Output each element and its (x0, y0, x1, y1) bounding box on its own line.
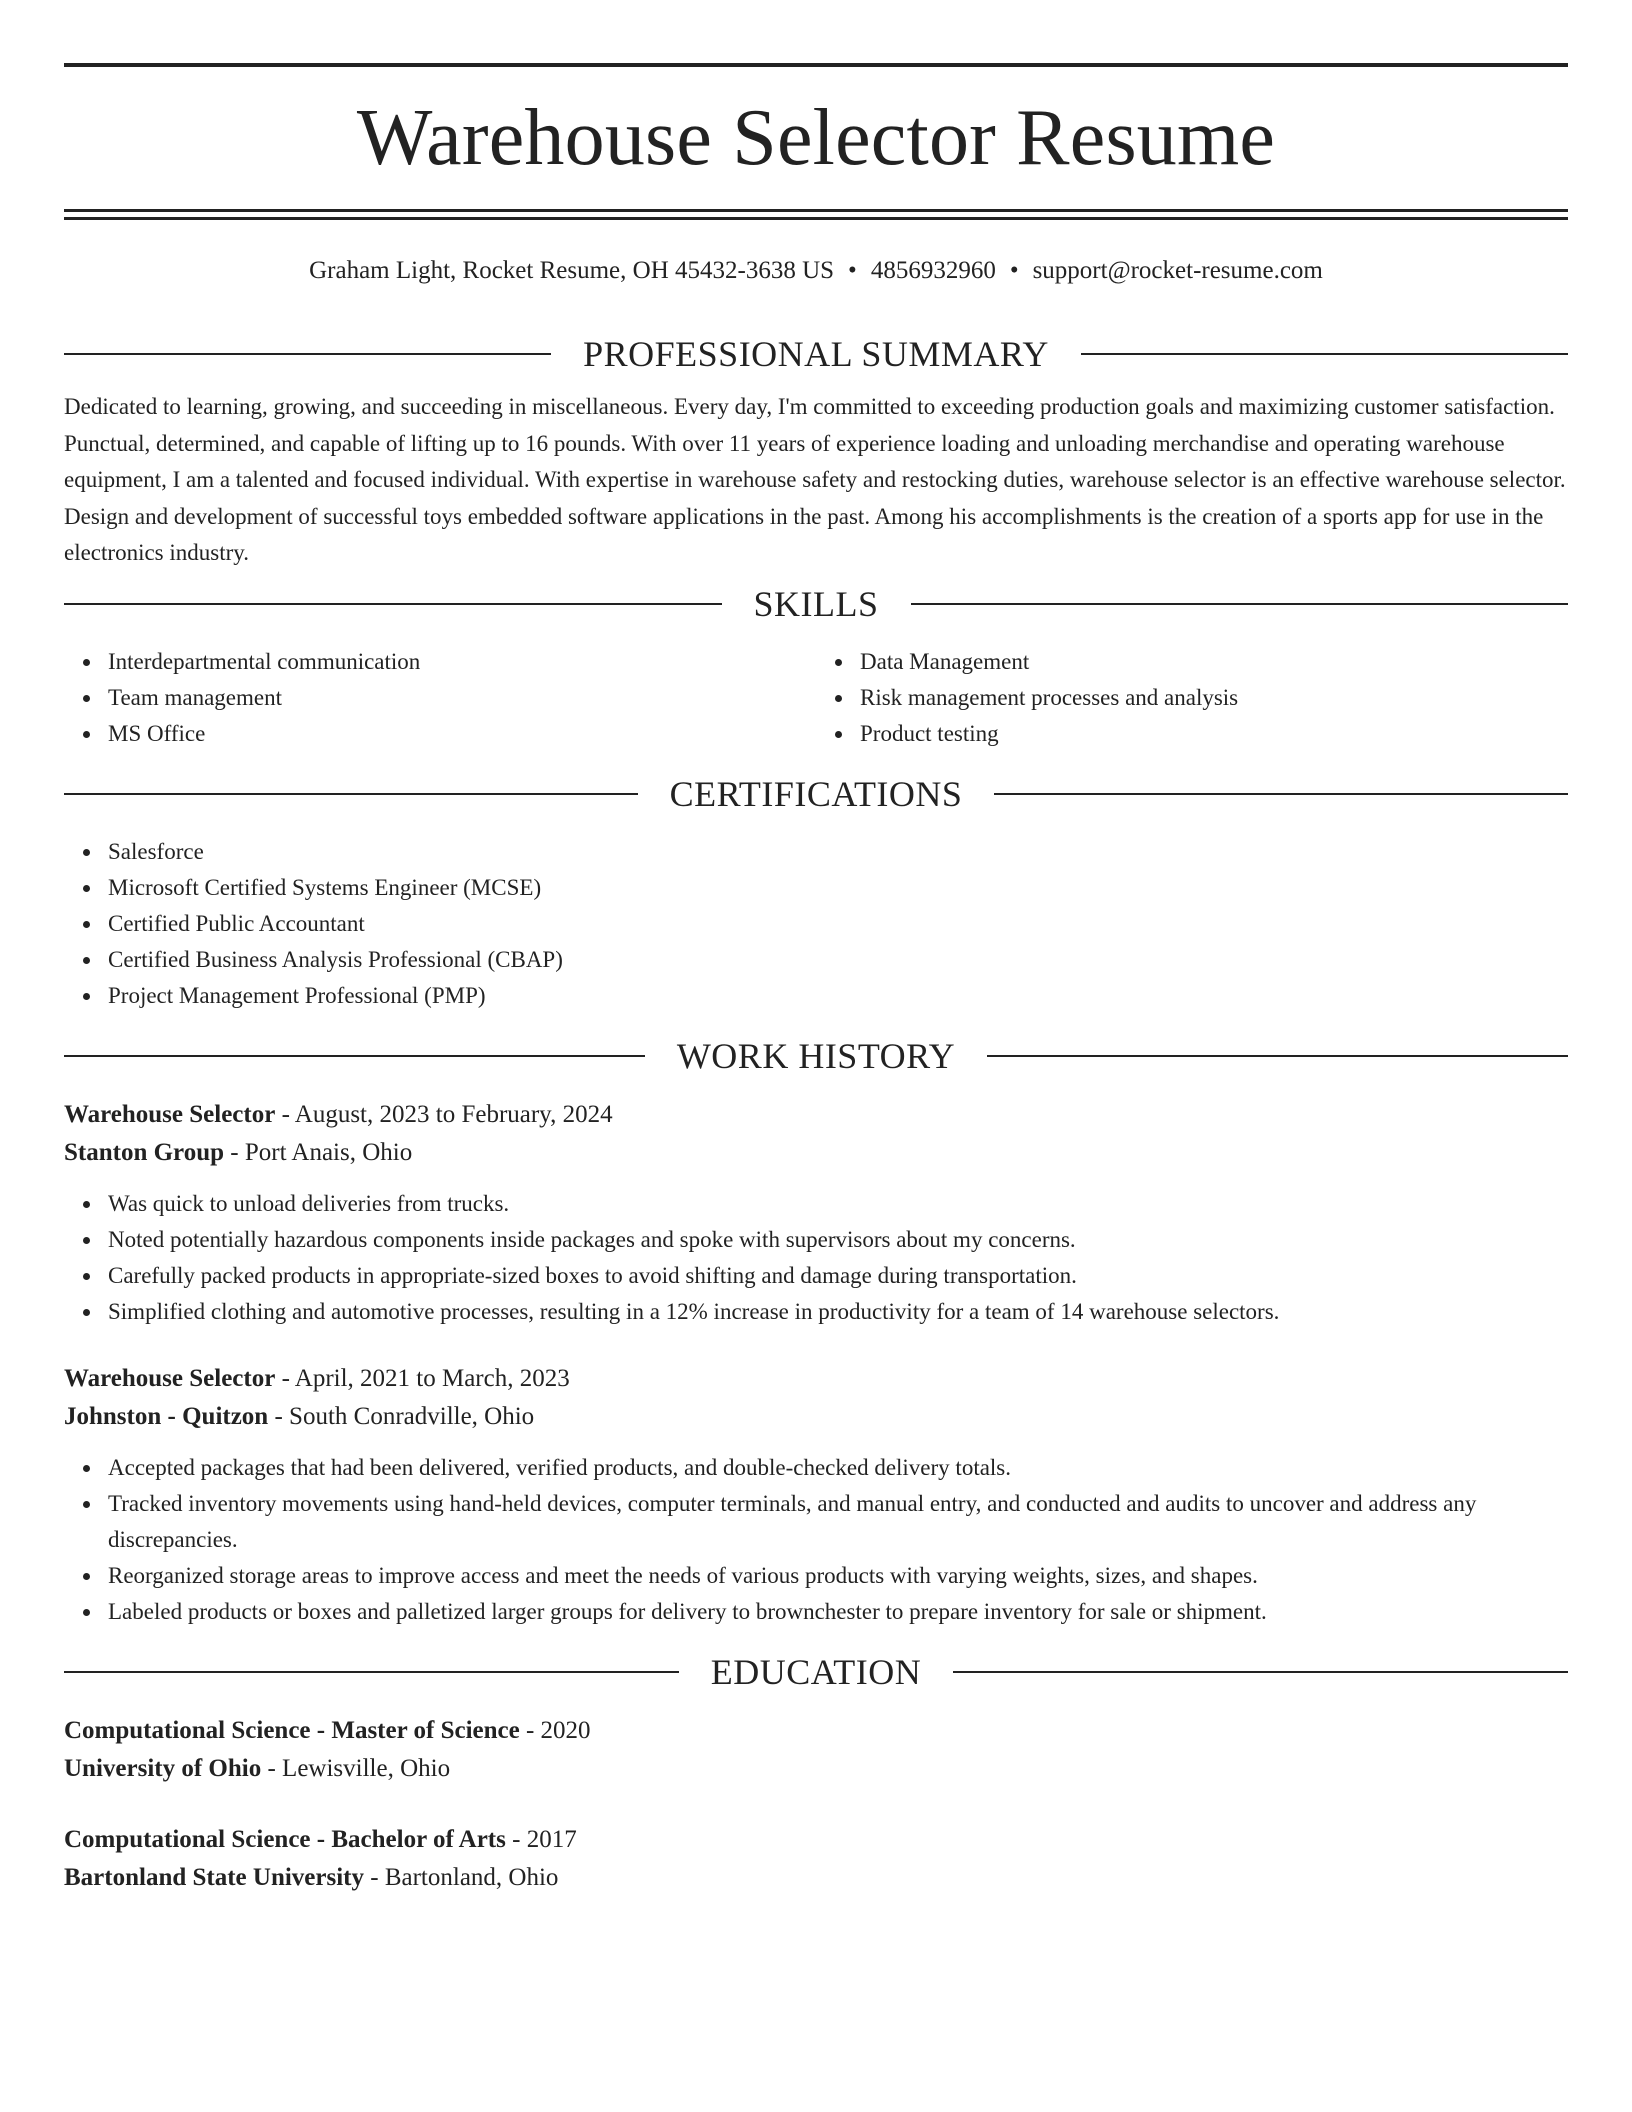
job-title: Warehouse Selector (64, 1364, 276, 1392)
job-bullet: Reorganized storage areas to improve access and meet the needs of various products with varying weights, sizes, and shapes. (108, 1558, 1568, 1594)
heading-rule-left (64, 603, 722, 605)
dash: - (275, 1100, 295, 1128)
certification-item: Salesforce (108, 834, 1568, 870)
dash: - (519, 1716, 541, 1744)
heading-rule-right (987, 1055, 1568, 1057)
job-bullet: Accepted packages that had been delivered, verified products, and double-checked delivery totals. (108, 1450, 1568, 1486)
dash: - (224, 1138, 245, 1166)
contact-email: support@rocket-resume.com (1032, 257, 1323, 284)
job-company: Stanton Group (64, 1138, 225, 1166)
contact-phone: 4856932960 (870, 257, 996, 284)
job-title-line (64, 1360, 1568, 1398)
section-heading-education (64, 1652, 1568, 1692)
job-bullet: Labeled products or boxes and palletized larger groups for delivery to brownchester to prepare inventory for sale or shipment. (108, 1594, 1568, 1630)
degree-year: 2020 (540, 1716, 591, 1744)
skills-list-left (64, 644, 816, 752)
skill-item: Team management (108, 680, 816, 716)
contact-separator: • (848, 257, 857, 284)
job-bullet: Tracked inventory movements using hand-held devices, computer terminals, and manual entry, and conducted and audits to uncover and address any discrepancies. (108, 1486, 1568, 1558)
heading-rule-right (994, 793, 1568, 795)
dash: - (268, 1402, 290, 1430)
resume-title: Warehouse Selector Resume (356, 94, 1276, 182)
section-heading-skills (64, 584, 1568, 624)
certification-item: Certified Business Analysis Professional (CBAP) (108, 942, 1568, 978)
heading-rule-left (64, 793, 638, 795)
skill-item: Risk management processes and analysis (860, 680, 1568, 716)
skill-item: MS Office (108, 716, 816, 752)
job-bullet: Simplified clothing and automotive processes, resulting in a 12% increase in productivity for a team of 14 warehouse selectors. (108, 1294, 1568, 1330)
job-bullets (64, 1186, 1568, 1330)
heading-rule-right (911, 603, 1569, 605)
job-location: South Conradville, Ohio (289, 1402, 535, 1430)
contact-line (64, 256, 1568, 286)
skills-list-right (816, 644, 1568, 752)
job-company: Johnston - Quitzon (64, 1402, 269, 1430)
section-heading-work-history (64, 1036, 1568, 1076)
job-entry (64, 1360, 1568, 1630)
education-entry (64, 1712, 1568, 1788)
dash: - (275, 1364, 295, 1392)
dash: - (364, 1863, 385, 1891)
heading-rule-left (64, 1671, 679, 1673)
job-entry (64, 1096, 1568, 1330)
skills-grid (64, 644, 1568, 752)
dash: - (505, 1825, 527, 1853)
summary-text: Dedicated to learning, growing, and succeeding in miscellaneous. Every day, I'm committed to exceeding production goals and maximizing customer satisfaction. Punctual, determined, and capable of lifting up to 16 pounds. With over 11 years of experience loading and unloading merchandise and operating warehouse equipment, I am a talented and focused individual. With expertise in warehouse safety and restocking duties, warehouse selector is an effective warehouse selector. Design and development of successful toys embedded software applications in the past. Among his accomplishments is the creation of a sports app for use in the electronics industry. (64, 394, 1566, 565)
degree-line (64, 1712, 1568, 1750)
section-title: PROFESSIONAL SUMMARY (583, 334, 1049, 374)
section-title: SKILLS (753, 583, 879, 624)
degree-line (64, 1821, 1568, 1859)
education-entry (64, 1821, 1568, 1897)
job-title-line (64, 1096, 1568, 1134)
job-dates: April, 2021 to March, 2023 (294, 1364, 570, 1392)
dash: - (261, 1754, 283, 1782)
section-heading-certifications (64, 774, 1568, 814)
skill-item: Data Management (860, 644, 1568, 680)
job-bullets (64, 1450, 1568, 1630)
heading-rule-right (1081, 353, 1568, 355)
contact-address: Graham Light, Rocket Resume, OH 45432-3638 US (309, 257, 835, 284)
skill-item: Product testing (860, 716, 1568, 752)
certifications-list (64, 834, 1568, 1014)
school: Bartonland State University (64, 1863, 364, 1891)
job-company-line (64, 1398, 1568, 1436)
heading-rule-left (64, 1055, 645, 1057)
contact-separator: • (1009, 257, 1019, 284)
job-bullet: Noted potentially hazardous components inside packages and spoke with supervisors about my concerns. (108, 1222, 1568, 1258)
heading-rule-right (953, 1671, 1568, 1673)
school-line (64, 1750, 1568, 1788)
degree: Computational Science - Bachelor of Arts (64, 1825, 506, 1853)
title-double-rule (64, 209, 1568, 220)
job-bullet: Carefully packed products in appropriate-sized boxes to avoid shifting and damage during transportation. (108, 1258, 1568, 1294)
skill-item: Interdepartmental communication (108, 644, 816, 680)
job-title: Warehouse Selector (64, 1100, 276, 1128)
certification-item: Certified Public Accountant (108, 906, 1568, 942)
job-company-line (64, 1134, 1568, 1172)
certification-item: Project Management Professional (PMP) (108, 978, 1568, 1014)
section-title: CERTIFICATIONS (669, 773, 963, 814)
job-location: Port Anais, Ohio (244, 1138, 413, 1166)
school-location: Bartonland, Ohio (384, 1863, 559, 1891)
section-title: EDUCATION (710, 1651, 922, 1692)
certification-item: Microsoft Certified Systems Engineer (MCSE) (108, 870, 1568, 906)
section-title: WORK HISTORY (676, 1035, 956, 1076)
school-location: Lewisville, Ohio (282, 1754, 451, 1782)
degree-year: 2017 (526, 1825, 577, 1853)
job-dates: August, 2023 to February, 2024 (294, 1100, 613, 1128)
school-line (64, 1859, 1568, 1897)
job-bullet: Was quick to unload deliveries from trucks. (108, 1186, 1568, 1222)
school: University of Ohio (64, 1754, 262, 1782)
degree: Computational Science - Master of Science (64, 1716, 520, 1744)
section-heading-summary (64, 334, 1568, 374)
heading-rule-left (64, 353, 551, 355)
